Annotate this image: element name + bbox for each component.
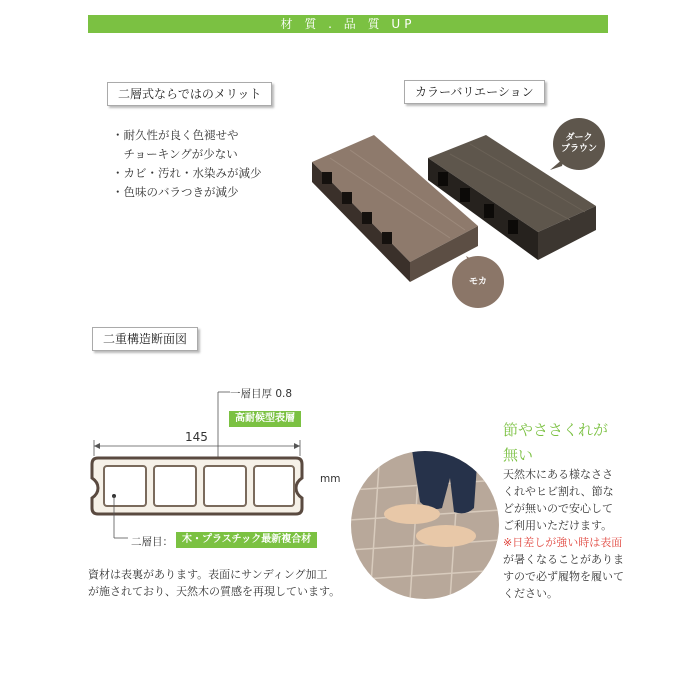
knot-free-heading xyxy=(503,418,608,468)
second-layer-label: 二層目： xyxy=(131,536,173,548)
surface-layer-label: 高耐候型表層 xyxy=(229,411,301,427)
merit-bullet-list xyxy=(112,126,262,202)
knot-body-line: ご利用いただけます。 xyxy=(503,519,613,532)
caption-line: が施されており、天然木の質感を再現しています。 xyxy=(88,585,341,598)
cross-section-heading: 二重構造断面図 xyxy=(92,327,198,351)
dark-brown-color-badge xyxy=(553,118,605,170)
first-layer-thickness-label: 一層目厚 0.8 xyxy=(230,388,293,400)
warning-line: が暑くなることがありま xyxy=(503,553,624,566)
cross-section-diagram xyxy=(78,378,318,548)
barefoot-on-deck-photo xyxy=(350,450,500,600)
knot-heading-line: 節やささくれが xyxy=(503,421,609,439)
section-banner: 材 質 . 品 質 UP xyxy=(88,15,608,33)
warning-line: ください。 xyxy=(503,587,558,600)
second-layer-material-label: 木・プラスチック最新複合材 xyxy=(176,532,317,548)
width-dimension-value: 145 xyxy=(185,430,208,444)
merit-heading: 二層式ならではのメリット xyxy=(107,82,272,106)
mocha-label: モカ xyxy=(468,276,487,287)
merit-bullet: ・カビ・汚れ・水染みが減少 xyxy=(112,166,262,180)
caption-line: 資材は表裏があります。表面にサンディング加工 xyxy=(88,568,328,581)
mocha-color-badge xyxy=(452,256,504,308)
knot-heading-line: 無い xyxy=(503,446,534,464)
warning-line: ※日差しが強い時は表面 xyxy=(503,536,623,549)
dark-brown-label-line2: ブラウン xyxy=(560,144,597,154)
knot-body-line: くれやヒビ割れ、節な xyxy=(503,485,614,498)
warning-line: すので必ず履物を履いて xyxy=(503,570,624,583)
knot-body-line: どが無いので安心して xyxy=(503,502,613,515)
surface-caption xyxy=(88,566,340,600)
dark-brown-label-line1: ダーク xyxy=(565,133,593,143)
color-variation-heading: カラーバリエーション xyxy=(404,80,545,104)
knot-free-description xyxy=(503,466,624,602)
merit-bullet: ・色味のバラつきが減少 xyxy=(112,185,239,199)
merit-bullet: ・耐久性が良く色褪せや xyxy=(112,128,239,142)
unit-label: mm xyxy=(320,473,341,485)
knot-body-line: 天然木にある様なささ xyxy=(503,468,613,481)
merit-bullet: チョーキングが少ない xyxy=(112,147,238,161)
